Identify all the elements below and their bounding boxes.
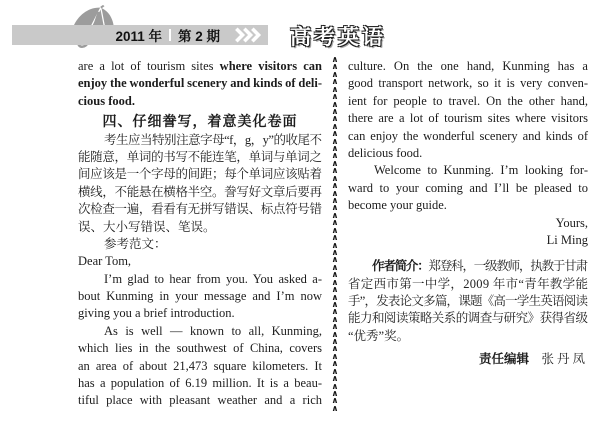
- divider-chevron-glyph: ∧: [331, 307, 339, 318]
- text-segment: Li Ming: [546, 232, 588, 247]
- divider-chevron-glyph: ∧: [331, 359, 339, 370]
- text-line: [78, 93, 322, 110]
- divider-chevron-glyph: ∧: [331, 129, 339, 140]
- text-segment: 责任编辑: [478, 352, 529, 367]
- header-year: 2011 年: [115, 29, 162, 44]
- text-segment: there are a lot of tourism sites where visitors: [348, 111, 588, 126]
- divider-chevron-glyph: ∧: [331, 166, 339, 177]
- divider-chevron-glyph: ∧: [331, 203, 339, 214]
- text-line: [78, 58, 322, 75]
- text-segment: 省定西市第一中学，2009 年市“青年教学能: [348, 276, 589, 291]
- text-segment: 郑登科，一级教师，执教于甘肃: [428, 259, 587, 274]
- text-line: [348, 75, 588, 92]
- text-line: [348, 351, 588, 368]
- text-segment: 能随意，单词的书写不能连笔，单词与单词之: [78, 149, 322, 164]
- section-heading: [78, 114, 322, 131]
- text-line: [348, 258, 588, 275]
- text-segment: can enjoy the wonderful scenery and kinds of: [348, 128, 588, 143]
- divider-chevron-glyph: ∧: [331, 121, 339, 132]
- divider-chevron-glyph: ∧: [331, 374, 339, 385]
- divider-chevron-glyph: ∧: [331, 255, 339, 266]
- text-segment: cious food.: [78, 93, 135, 108]
- divider-chevron-glyph: ∧: [331, 106, 339, 117]
- divider-chevron-glyph: ∧: [331, 99, 339, 110]
- text-segment: culture. On the one hand, Kunming has a: [348, 59, 588, 73]
- divider-chevron-glyph: ∧: [331, 233, 339, 244]
- text-line: [348, 110, 588, 127]
- divider-chevron-glyph: ∧: [331, 329, 339, 340]
- text-line: [78, 132, 322, 149]
- text-segment: Dear Tom,: [78, 254, 132, 269]
- divider-chevron-glyph: ∧: [331, 69, 339, 80]
- divider-chevron-glyph: ∧: [331, 299, 339, 310]
- text-line: [348, 215, 588, 232]
- divider-chevron-glyph: ∧: [331, 114, 339, 125]
- text-segment: become your guide.: [348, 198, 447, 213]
- divider-chevron-glyph: ∧: [331, 144, 339, 155]
- text-segment: 参考范文：: [104, 236, 167, 251]
- text-segment: tiful place with pleasant weather and a rich: [78, 393, 322, 408]
- divider-chevron-glyph: ∧: [331, 322, 339, 333]
- divider-chevron-glyph: ∧: [331, 366, 339, 377]
- text-line: [348, 58, 588, 75]
- text-line: [78, 323, 322, 340]
- divider-chevron-glyph: ∧: [331, 277, 339, 288]
- text-segment: enjoy the wonderful scenery and kinds of deli-: [78, 76, 322, 91]
- divider-chevron-glyph: ∧: [331, 181, 339, 192]
- divider-chevron-glyph: ∧: [331, 84, 339, 95]
- divider-chevron-glyph: ∧: [331, 173, 339, 184]
- text-segment: an area of about 21,473 square kilometers. It: [78, 358, 322, 373]
- text-segment: Welcome to Kunming. I’m looking for-: [374, 163, 588, 178]
- text-segment: 考生应当特别注意字母“f，g，y”的收尾不: [104, 132, 322, 147]
- divider-chevron-glyph: ∧: [331, 62, 339, 73]
- text-line: [348, 328, 588, 345]
- text-line: [78, 166, 322, 183]
- text-segment: “优秀”奖。: [348, 328, 410, 343]
- text-segment: ient for people to travel. On the other hand,: [348, 93, 588, 108]
- text-line: [348, 180, 588, 197]
- text-segment: 手”，发表论文多篇，课题《高一学生英语阅读: [348, 294, 588, 309]
- text-line: [78, 149, 322, 166]
- divider-chevron-glyph: ∧: [331, 396, 339, 407]
- text-line: [348, 128, 588, 145]
- text-line: [78, 271, 322, 288]
- text-line: [348, 162, 588, 179]
- divider-chevron-glyph: ∧: [331, 403, 339, 414]
- divider-chevron-glyph: ∧: [331, 136, 339, 147]
- divider-chevron-glyph: ∧: [331, 151, 339, 162]
- text-line: [78, 236, 322, 253]
- text-line: [78, 392, 322, 409]
- text-line: [78, 305, 322, 322]
- divider-chevron-glyph: ∧: [331, 225, 339, 236]
- text-segment: ward to your coming and I’ll be pleased to: [348, 180, 588, 195]
- divider-chevron-glyph: ∧: [331, 218, 339, 229]
- divider-chevron-glyph: ∧: [331, 92, 339, 103]
- text-segment: where visitors can: [219, 59, 322, 73]
- divider-chevron-glyph: ∧: [331, 270, 339, 281]
- text-segment: [529, 352, 542, 366]
- divider-chevron-glyph: ∧: [331, 337, 339, 348]
- text-line: [78, 358, 322, 375]
- divider-chevron-glyph: ∧: [331, 240, 339, 251]
- text-line: [348, 276, 588, 293]
- text-line: [78, 219, 322, 236]
- magazine-title: 高考英语: [290, 26, 386, 49]
- text-line: [348, 293, 588, 310]
- text-segment: has a population of 6.19 million. It is a beau-: [78, 376, 322, 391]
- text-segment: 间应该是一个字母的间距；每个单词应该贴着: [78, 167, 322, 182]
- text-line: [348, 93, 588, 110]
- divider-chevron-glyph: ∧: [331, 381, 339, 392]
- text-segment: bout Kunming in your message and I’m now: [78, 289, 322, 304]
- text-segment: 误、大小写错误、笔误。: [78, 219, 216, 234]
- text-segment: 张丹凤: [541, 352, 588, 367]
- text-line: [348, 197, 588, 214]
- text-segment: 能力和阅读策略关系的调查与研究》获得省级: [348, 311, 588, 326]
- divider-chevron-glyph: ∧: [331, 210, 339, 221]
- divider-chevron-glyph: ∧: [331, 344, 339, 355]
- header-issue: 第 2 期: [177, 29, 220, 44]
- divider-chevron-glyph: ∧: [331, 262, 339, 273]
- text-segment: 横线，不能悬在横格半空。誊写好文章后要再: [78, 184, 322, 199]
- text-segment: 次检查一遍，看看有无拼写错误、标点符号错: [78, 202, 322, 217]
- text-line: [348, 145, 588, 162]
- text-line: [78, 75, 322, 92]
- divider-chevron-glyph: ∧: [331, 285, 339, 296]
- text-segment: 作者简介：: [372, 259, 429, 274]
- text-segment: giving you a brief introduction.: [78, 306, 235, 321]
- left-column: [78, 58, 322, 410]
- text-line: [78, 253, 322, 270]
- text-line: [78, 375, 322, 392]
- divider-chevron-glyph: ∧: [331, 314, 339, 325]
- text-segment: are a lot of tourism sites: [78, 59, 220, 73]
- divider-chevron-glyph: ∧: [331, 196, 339, 207]
- text-segment: 四、仔细誊写，着意美化卷面: [102, 115, 298, 131]
- text-segment: delicious food.: [348, 145, 423, 160]
- text-segment: Yours,: [555, 215, 588, 230]
- text-line: [78, 340, 322, 357]
- divider-chevron-glyph: ∧: [331, 351, 339, 362]
- divider-chevron-glyph: ∧: [331, 55, 339, 65]
- header-separator: [169, 29, 171, 41]
- text-line: [78, 184, 322, 201]
- text-segment: good transport network, so it is very conven-: [348, 76, 588, 91]
- divider-chevron-glyph: ∧: [331, 292, 339, 303]
- divider-chevron-glyph: ∧: [331, 158, 339, 169]
- divider-chevron-glyph: ∧: [331, 388, 339, 399]
- divider-chevron-glyph: ∧: [331, 77, 339, 88]
- text-line: [78, 288, 322, 305]
- text-segment: I’m glad to hear from you. You asked a-: [104, 271, 322, 286]
- divider-chevron-glyph: ∧: [331, 188, 339, 199]
- divider-chevron-glyph: ∧: [331, 247, 339, 258]
- text-segment: which lies in the southwest of China, covers: [78, 341, 322, 356]
- chevrons-icon: [232, 27, 262, 43]
- column-divider: [328, 57, 342, 413]
- text-segment: As is well — known to all, Kunming,: [104, 323, 322, 338]
- header-bar: [12, 25, 268, 45]
- text-line: [78, 201, 322, 218]
- right-column: [348, 58, 588, 369]
- text-line: [348, 310, 588, 327]
- text-line: [348, 232, 588, 249]
